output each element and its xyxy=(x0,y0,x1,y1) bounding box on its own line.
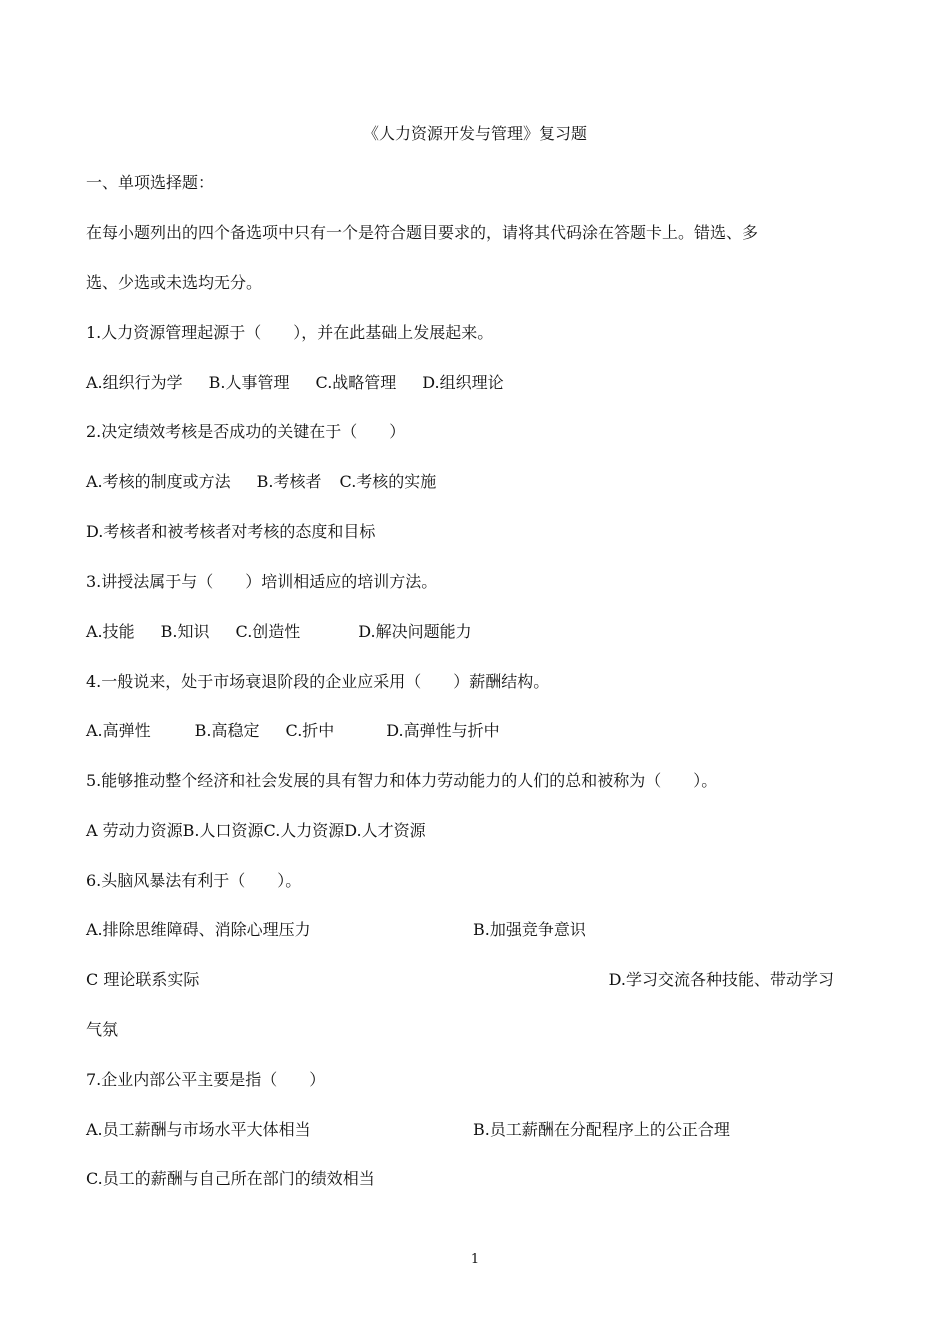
section-heading: 一、单项选择题： xyxy=(86,173,215,192)
question-7-option-c: C.员工的薪酬与自己所在部门的绩效相当 xyxy=(86,1169,375,1188)
question-7-options-row-1 xyxy=(86,1120,834,1140)
question-2-option-a: A.考核的制度或方法 xyxy=(86,472,231,491)
question-3-option-c: C.创造性 xyxy=(235,622,301,641)
question-1-options xyxy=(86,373,834,393)
question-5-option-b: B.人口资源 xyxy=(182,821,264,840)
question-4-option-c: C.折中 xyxy=(285,721,335,740)
question-6-option-d-continued: 气氛 xyxy=(86,1020,119,1039)
question-6-option-d: D.学习交流各种技能、带动学习 xyxy=(608,970,834,989)
question-6-options-row-2 xyxy=(86,970,834,990)
question-6-option-c: C 理论联系实际 xyxy=(86,970,200,989)
question-1-option-b: B.人事管理 xyxy=(208,373,290,392)
question-2-option-b: B.考核者 xyxy=(256,472,322,491)
question-1-option-a: A.组织行为学 xyxy=(86,373,183,392)
question-3-stem: 3.讲授法属于与（ ）培训相适应的培训方法。 xyxy=(86,572,438,591)
question-3-option-a: A.技能 xyxy=(86,622,135,641)
question-4-option-d: D.高弹性与折中 xyxy=(386,721,500,740)
question-4-option-a: A.高弹性 xyxy=(86,721,151,740)
document-title: 《人力资源开发与管理》复习题 xyxy=(362,124,587,143)
question-5-option-a: A 劳动力资源 xyxy=(86,821,183,840)
page-number: 1 xyxy=(470,1252,480,1267)
question-2-option-d: D.考核者和被考核者对考核的态度和目标 xyxy=(86,522,376,541)
question-6-options-row-1 xyxy=(86,920,834,940)
question-5-options xyxy=(86,821,834,841)
instruction-line-2: 选、少选或未选均无分。 xyxy=(86,273,263,292)
question-6-option-b: B.加强竞争意识 xyxy=(473,920,586,939)
question-3-option-d: D.解决问题能力 xyxy=(358,622,472,641)
question-5-stem: 5.能够推动整个经济和社会发展的具有智力和体力劳动能力的人们的总和被称为（ ）。 xyxy=(86,771,718,790)
question-4-options xyxy=(86,721,834,741)
question-1-stem: 1.人力资源管理起源于（ ），并在此基础上发展起来。 xyxy=(86,323,494,342)
question-6-stem: 6.头脑风暴法有利于（ ）。 xyxy=(86,871,302,890)
question-6-option-a: A.排除思维障碍、消除心理压力 xyxy=(86,920,311,939)
question-5-option-d: D.人才资源 xyxy=(344,821,426,840)
question-5-option-c: C.人力资源 xyxy=(263,821,345,840)
question-1-option-d: D.组织理论 xyxy=(422,373,504,392)
question-3-options xyxy=(86,622,834,642)
instruction-line-1: 在每小题列出的四个备选项中只有一个是符合题目要求的，请将其代码涂在答题卡上。错选、多 xyxy=(86,223,759,242)
question-7-option-a: A.员工薪酬与市场水平大体相当 xyxy=(86,1120,311,1139)
question-1-option-c: C.战略管理 xyxy=(315,373,397,392)
question-7-stem: 7.企业内部公平主要是指（ ） xyxy=(86,1070,326,1089)
question-4-option-b: B.高稳定 xyxy=(194,721,260,740)
question-7-option-b: B.员工薪酬在分配程序上的公正合理 xyxy=(473,1120,730,1139)
question-4-stem: 4.一般说来，处于市场衰退阶段的企业应采用（ ）薪酬结构。 xyxy=(86,672,550,691)
question-3-option-b: B.知识 xyxy=(160,622,210,641)
question-2-stem: 2.决定绩效考核是否成功的关键在于（ ） xyxy=(86,422,406,441)
question-2-option-c: C.考核的实施 xyxy=(339,472,437,491)
question-2-options xyxy=(86,472,834,492)
